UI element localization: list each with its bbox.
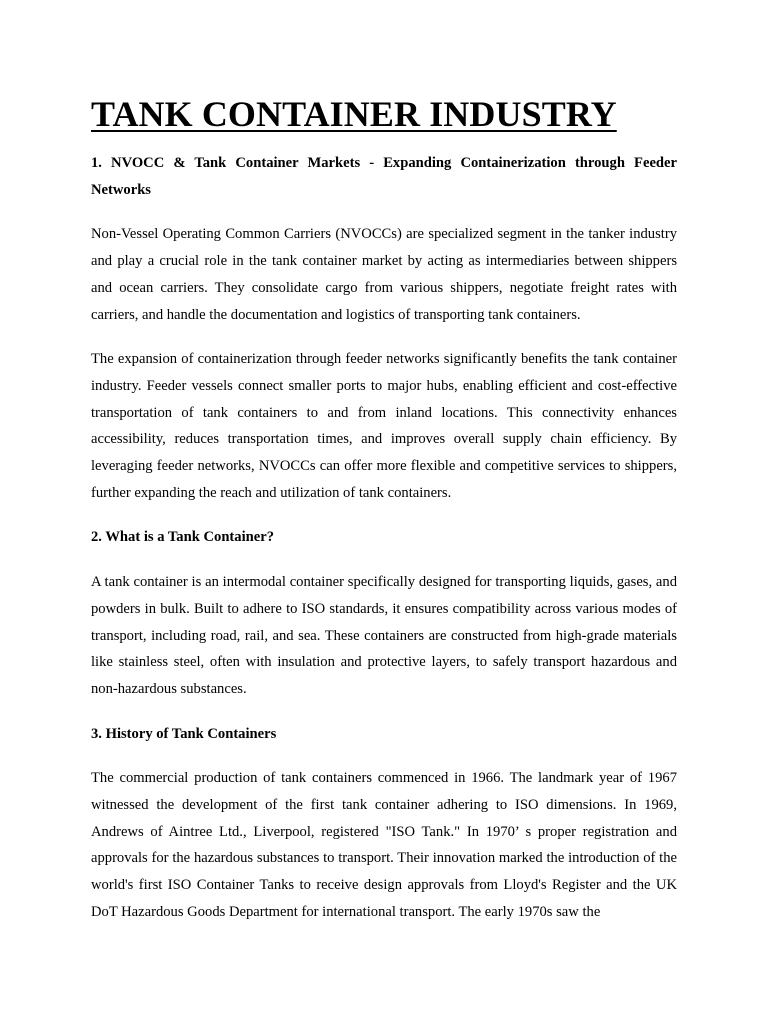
paragraph: A tank container is an intermodal container specifically designed for transporting liquids, gases, and powders in bulk. Built to adhere to ISO standards, it ensures compatibility across various modes of transport, including road, rail, and sea. These containers are constructed from high-grade materials like stainless steel, often with insulation and protective layers, to safely transport hazardous and non-hazardous substances. <box>91 574 677 697</box>
paragraph: Non-Vessel Operating Common Carriers (NVOCCs) are specialized segment in the tanker industry and play a crucial role in the tank container market by acting as intermediaries between shippers and ocean carriers. They consolidate cargo from various shippers, negotiate freight rates with carriers, and handle the documentation and logistics of transporting tank containers. <box>91 226 677 323</box>
section-what-is-tank-container <box>91 524 677 720</box>
spacer <box>91 747 677 765</box>
spacer <box>91 203 677 221</box>
document-title: TANK CONTAINER INDUSTRY <box>91 94 617 134</box>
section-heading: 1. NVOCC & Tank Container Markets - Expanding Containerization through Feeder Networks <box>91 155 677 198</box>
spacer <box>91 140 677 150</box>
spacer <box>91 703 677 721</box>
section-nvocc <box>91 150 677 524</box>
section-heading: 3. History of Tank Containers <box>91 725 277 742</box>
paragraph: The expansion of containerization through feeder networks significantly benefits the tank container industry. Feeder vessels connect smaller ports to major hubs, enabling efficient and cost-effective transportation of tank containers to and from inland locations. This connectivity enhances accessibility, reduces transportation times, and improves overall supply chain efficiency. By leveraging feeder networks, NVOCCs can offer more flexible and competitive services to shippers, further expanding the reach and utilization of tank containers. <box>91 351 677 501</box>
spacer <box>91 328 677 346</box>
paragraph: The commercial production of tank containers commenced in 1966. The landmark year of 1967 witnessed the development of the first tank container adhering to ISO dimensions. In 1969, Andrews of Aintree Ltd., Liverpool, registered "ISO Tank." In 1970’ s proper registration and approvals for the hazardous substances to transport. Their innovation marked the introduction of the world's first ISO Container Tanks to receive design approvals from Lloyd's Register and the UK DoT Hazardous Goods Department for international transport. The early 1970s saw the <box>91 770 677 920</box>
document-page <box>91 88 677 926</box>
section-heading: 2. What is a Tank Container? <box>91 529 275 546</box>
spacer <box>91 551 677 569</box>
section-history <box>91 721 677 926</box>
spacer <box>91 506 677 524</box>
